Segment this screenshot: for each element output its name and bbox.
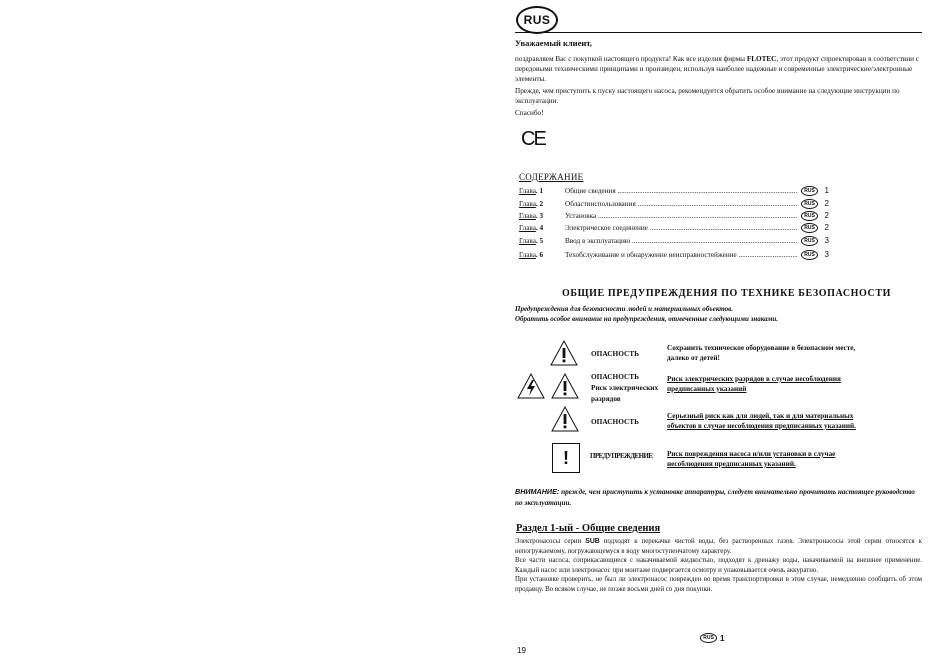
toc-title: СОДЕРЖАНИЕ <box>519 172 584 182</box>
toc-item[interactable]: Глава. 3 Установка ..... RUS 2 <box>519 210 829 221</box>
safety-intro: Предупреждения для безопасности людей и материальных объектов. Обратить особое внимание на предупреждения, отмеченные следующими знаками. <box>515 305 779 323</box>
toc-item[interactable]: Глава. 4 Электрическое соединение ..... RUS 2 <box>519 222 829 233</box>
toc-item[interactable]: Глава. 5 Ввод в эксплуатацию ..... RUS 3 <box>519 235 829 246</box>
toc-item[interactable]: Глава. 1 Общие сведения ..... RUS 1 <box>519 185 829 196</box>
warning-label: ОПАСНОСТЬ <box>591 349 639 358</box>
greeting: Уважаемый клиент, <box>515 38 592 48</box>
footer-section-marker: RUS 1 <box>700 633 724 643</box>
intro-paragraph-3: Спасибо! <box>515 109 544 117</box>
warning-label: ПРЕДУПРЕЖДЕНИЕ <box>590 452 653 460</box>
warning-triangle-icon <box>551 406 579 432</box>
rus-mini-icon: RUS <box>801 199 818 209</box>
warning-description: Риск электрических разрядов в случае несоблюдения предписанных указаний <box>667 375 841 393</box>
electric-shock-triangle-icon <box>517 373 545 399</box>
warning-label: ОПАСНОСТЬ Риск электрических разрядов <box>591 372 659 403</box>
toc-item[interactable]: Глава. 6 Техобслуживание и обнаружение неисправностейжение ..... RUS 3 <box>519 249 829 260</box>
warning-description: Сохранить техническое оборудование в безопасном месте, далеко от детей! <box>667 344 856 362</box>
warning-description: Риск повреждения насоса и/или установки в случае несоблюдения предписанных указаний. <box>667 450 836 468</box>
warning-triangle-icon <box>551 373 579 399</box>
ce-mark-icon: CE <box>521 128 545 150</box>
brand-name: FLOTEC <box>746 55 777 63</box>
warning-description: Серьезный риск как для людей, так и для материальных объектов в случае несоблюдения предписанных указаний. <box>667 412 856 430</box>
page-number: 19 <box>517 646 526 655</box>
warning-label: ОПАСНОСТЬ <box>591 417 639 426</box>
rus-mini-icon: RUS <box>801 250 818 260</box>
header-rule <box>515 32 922 33</box>
safety-title: ОБЩИЕ ПРЕДУПРЕЖДЕНИЯ ПО ТЕХНИКЕ БЕЗОПАСНОСТИ <box>562 288 892 299</box>
toc-item[interactable]: Глава. 2 Областииспользования ..... RUS 2 <box>519 198 829 209</box>
rus-language-badge: RUS <box>516 6 558 34</box>
rus-mini-icon: RUS <box>801 211 818 221</box>
warning-triangle-icon <box>550 340 578 366</box>
caution-square-icon: ! <box>552 443 580 473</box>
intro-paragraph-2: Прежде, чем приступить к пуску настоящего насоса, рекомендуется обратить особое внимание на следующие инструкции по эксплуатации. <box>515 87 900 105</box>
intro-paragraph-1: поздравляем Вас с покупкой настоящего продукта! Как все изделия фирмы FLOTEC, этот продукт спроектирован в соответствии с передовыми техническими принципами и произведен, используя наиболее надежные и современные электрические/электронные элементы. <box>515 55 919 83</box>
rus-mini-icon: RUS <box>801 186 818 196</box>
rus-mini-icon: RUS <box>801 223 818 233</box>
rus-mini-icon: RUS <box>700 633 717 643</box>
attention-note: ВНИМАНИЕ: прежде, чем приступить к установке аппаратуры, следует внимательно прочитать настоящее руководство по эксплуатации. <box>515 487 915 507</box>
section-1-body: Электронасосы серии SUB подходят к перекачке чистой воды, без растворенных газов. Электронасосы этой серии относятся к непогружаемому, погружающемуся в воду многоступенчатому характеру. Все части насоса, соприкасающиеся с накачиваемой жидкостью, подходят к дренажу воды, накачиваемой на внешнее применение. Каждый насос или электронасос при монтаже подвергается осмотру и упаковывается очень аккуратно. При установке проверить, не был ли электронасос поврежден во время транспортировки в этом случае, немедленно сообщить об этом продавцу. Во всяком случае, не позже восьми дней со дня покупки. <box>515 538 922 593</box>
rus-mini-icon: RUS <box>801 236 818 246</box>
section-1-heading: Раздел 1-ый - Общие сведения <box>516 523 661 534</box>
